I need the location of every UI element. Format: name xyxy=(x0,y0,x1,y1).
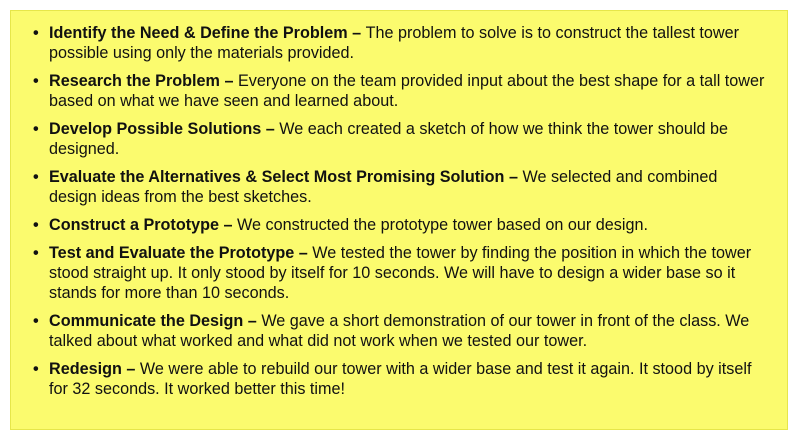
dash-separator: – xyxy=(508,168,523,186)
step-title: Evaluate the Alternatives & Select Most Promising Solution xyxy=(49,168,505,186)
step-text: We gave a short demonstration of our tower in front of the class. We talked about what worked and what did not work when we tested our tower. xyxy=(49,312,750,350)
list-item xyxy=(31,119,769,159)
list-item xyxy=(31,359,769,399)
bullet-icon: • xyxy=(33,244,39,262)
step-title: Develop Possible Solutions xyxy=(49,120,262,138)
dash-separator: – xyxy=(298,244,313,262)
step-title: Communicate the Design xyxy=(49,312,244,330)
step-text: The problem to solve is to construct the tallest tower possible using only the materials provided. xyxy=(49,24,740,62)
list-item xyxy=(31,311,769,351)
step-text: We constructed the prototype tower based on our design. xyxy=(237,216,648,234)
list-item xyxy=(31,243,769,303)
list-item xyxy=(31,71,769,111)
step-title: Construct a Prototype xyxy=(49,216,219,234)
step-title: Identify the Need & Define the Problem xyxy=(49,24,348,42)
bullet-icon: • xyxy=(33,360,39,378)
design-process-panel xyxy=(10,10,788,430)
step-title: Research the Problem xyxy=(49,72,220,90)
design-steps-list xyxy=(11,11,787,399)
list-item xyxy=(31,215,769,235)
step-text: We selected and combined design ideas from the best sketches. xyxy=(49,168,718,206)
step-text: We tested the tower by finding the position in which the tower stood straight up. It only stood by itself for 10 seconds. We will have to design a wider base so it stands for more than 10 seconds. xyxy=(49,244,752,302)
step-text: We were able to rebuild our tower with a wider base and test it again. It stood by itself for 32 seconds. It worked better this time! xyxy=(49,360,752,398)
dash-separator: – xyxy=(223,216,238,234)
bullet-icon: • xyxy=(33,216,39,234)
bullet-icon: • xyxy=(33,168,39,186)
list-item xyxy=(31,167,769,207)
dash-separator: – xyxy=(265,120,280,138)
dash-separator: – xyxy=(224,72,238,90)
bullet-icon: • xyxy=(33,312,39,330)
list-item xyxy=(31,23,769,63)
bullet-icon: • xyxy=(33,120,39,138)
bullet-icon: • xyxy=(33,72,39,90)
dash-separator: – xyxy=(247,312,262,330)
step-title: Redesign xyxy=(49,360,122,378)
step-title: Test and Evaluate the Prototype xyxy=(49,244,295,262)
step-text: We each created a sketch of how we think the tower should be designed. xyxy=(49,120,729,158)
bullet-icon: • xyxy=(33,24,39,42)
dash-separator: – xyxy=(352,24,366,42)
dash-separator: – xyxy=(126,360,140,378)
step-text: Everyone on the team provided input about the best shape for a tall tower based on what we have seen and learned about. xyxy=(49,72,765,110)
